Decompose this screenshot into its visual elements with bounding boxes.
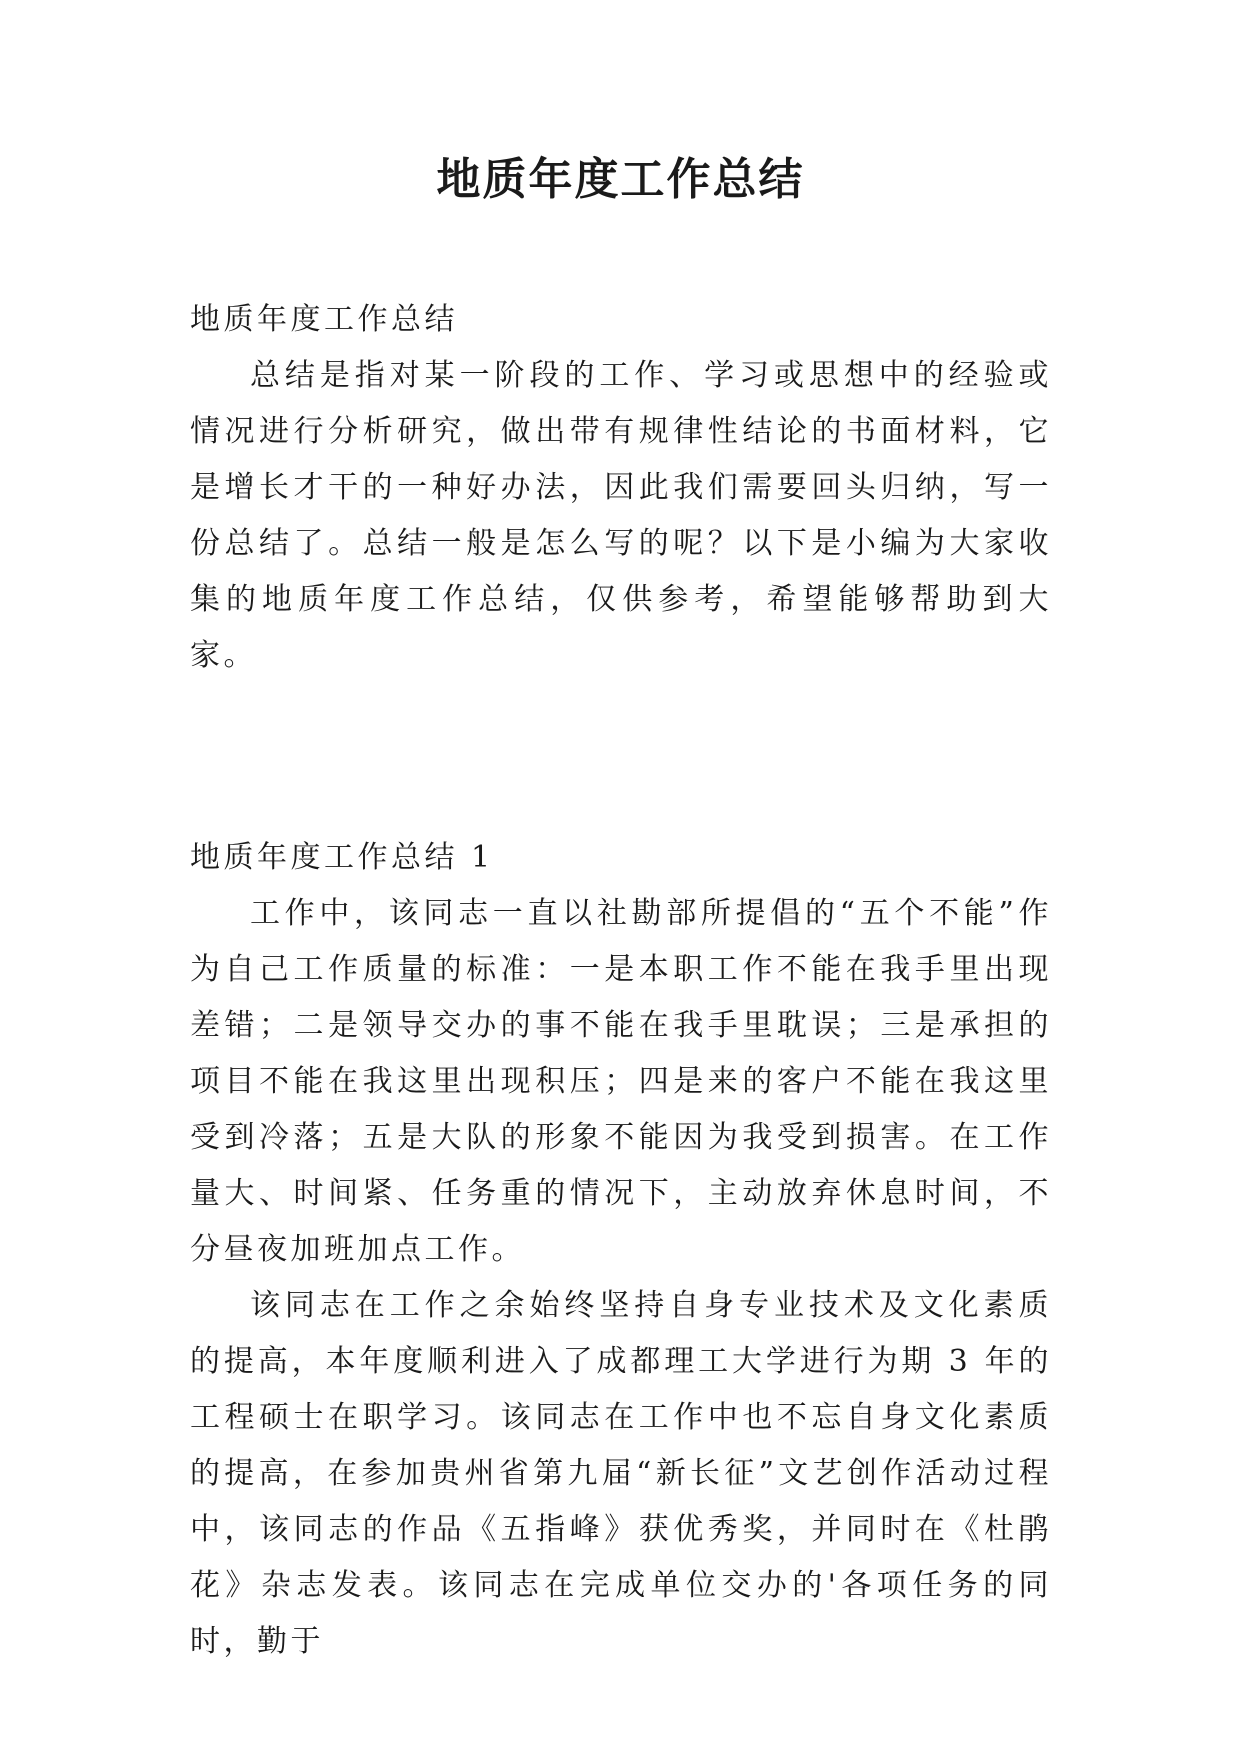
document-title: 地质年度工作总结 <box>436 154 805 205</box>
document-body <box>190 292 1052 1670</box>
section-paragraph: 该同志在工作之余始终坚持自身专业技术及文化素质的提高，本年度顺利进入了成都理工大学进行为期 3 年的工程硕士在职学习。该同志在工作中也不忘自身文化素质的提高，在参加贵州省第九届“新长征”文艺创作活动过程中，该同志的作品《五指峰》获优秀奖，并同时在《杜鹃花》杂志发表。该同志在完成单位交办的'各项任务的同时，勤于 <box>190 1288 1052 1659</box>
section-paragraph: 工作中，该同志一直以社勘部所提倡的“五个不能”作为自己工作质量的标准：一是本职工作不能在我手里出现差错；二是领导交办的事不能在我手里耽误；三是承担的项目不能在我这里出现积压；四是来的客户不能在我这里受到冷落；五是大队的形象不能因为我受到损害。在工作量大、时间紧、任务重的情况下，主动放弃休息时间，不分昼夜加班加点工作。 <box>190 896 1052 1267</box>
section-heading: 地质年度工作总结 1 <box>190 840 494 875</box>
intro-heading: 地质年度工作总结 <box>190 302 458 337</box>
section-spacer <box>190 684 1052 830</box>
intro-paragraph: 总结是指对某一阶段的工作、学习或思想中的经验或情况进行分析研究，做出带有规律性结论的书面材料，它是增长才干的一种好办法，因此我们需要回头归纳，写一份总结了。总结一般是怎么写的呢？以下是小编为大家收集的地质年度工作总结，仅供参考，希望能够帮助到大家。 <box>190 358 1052 673</box>
